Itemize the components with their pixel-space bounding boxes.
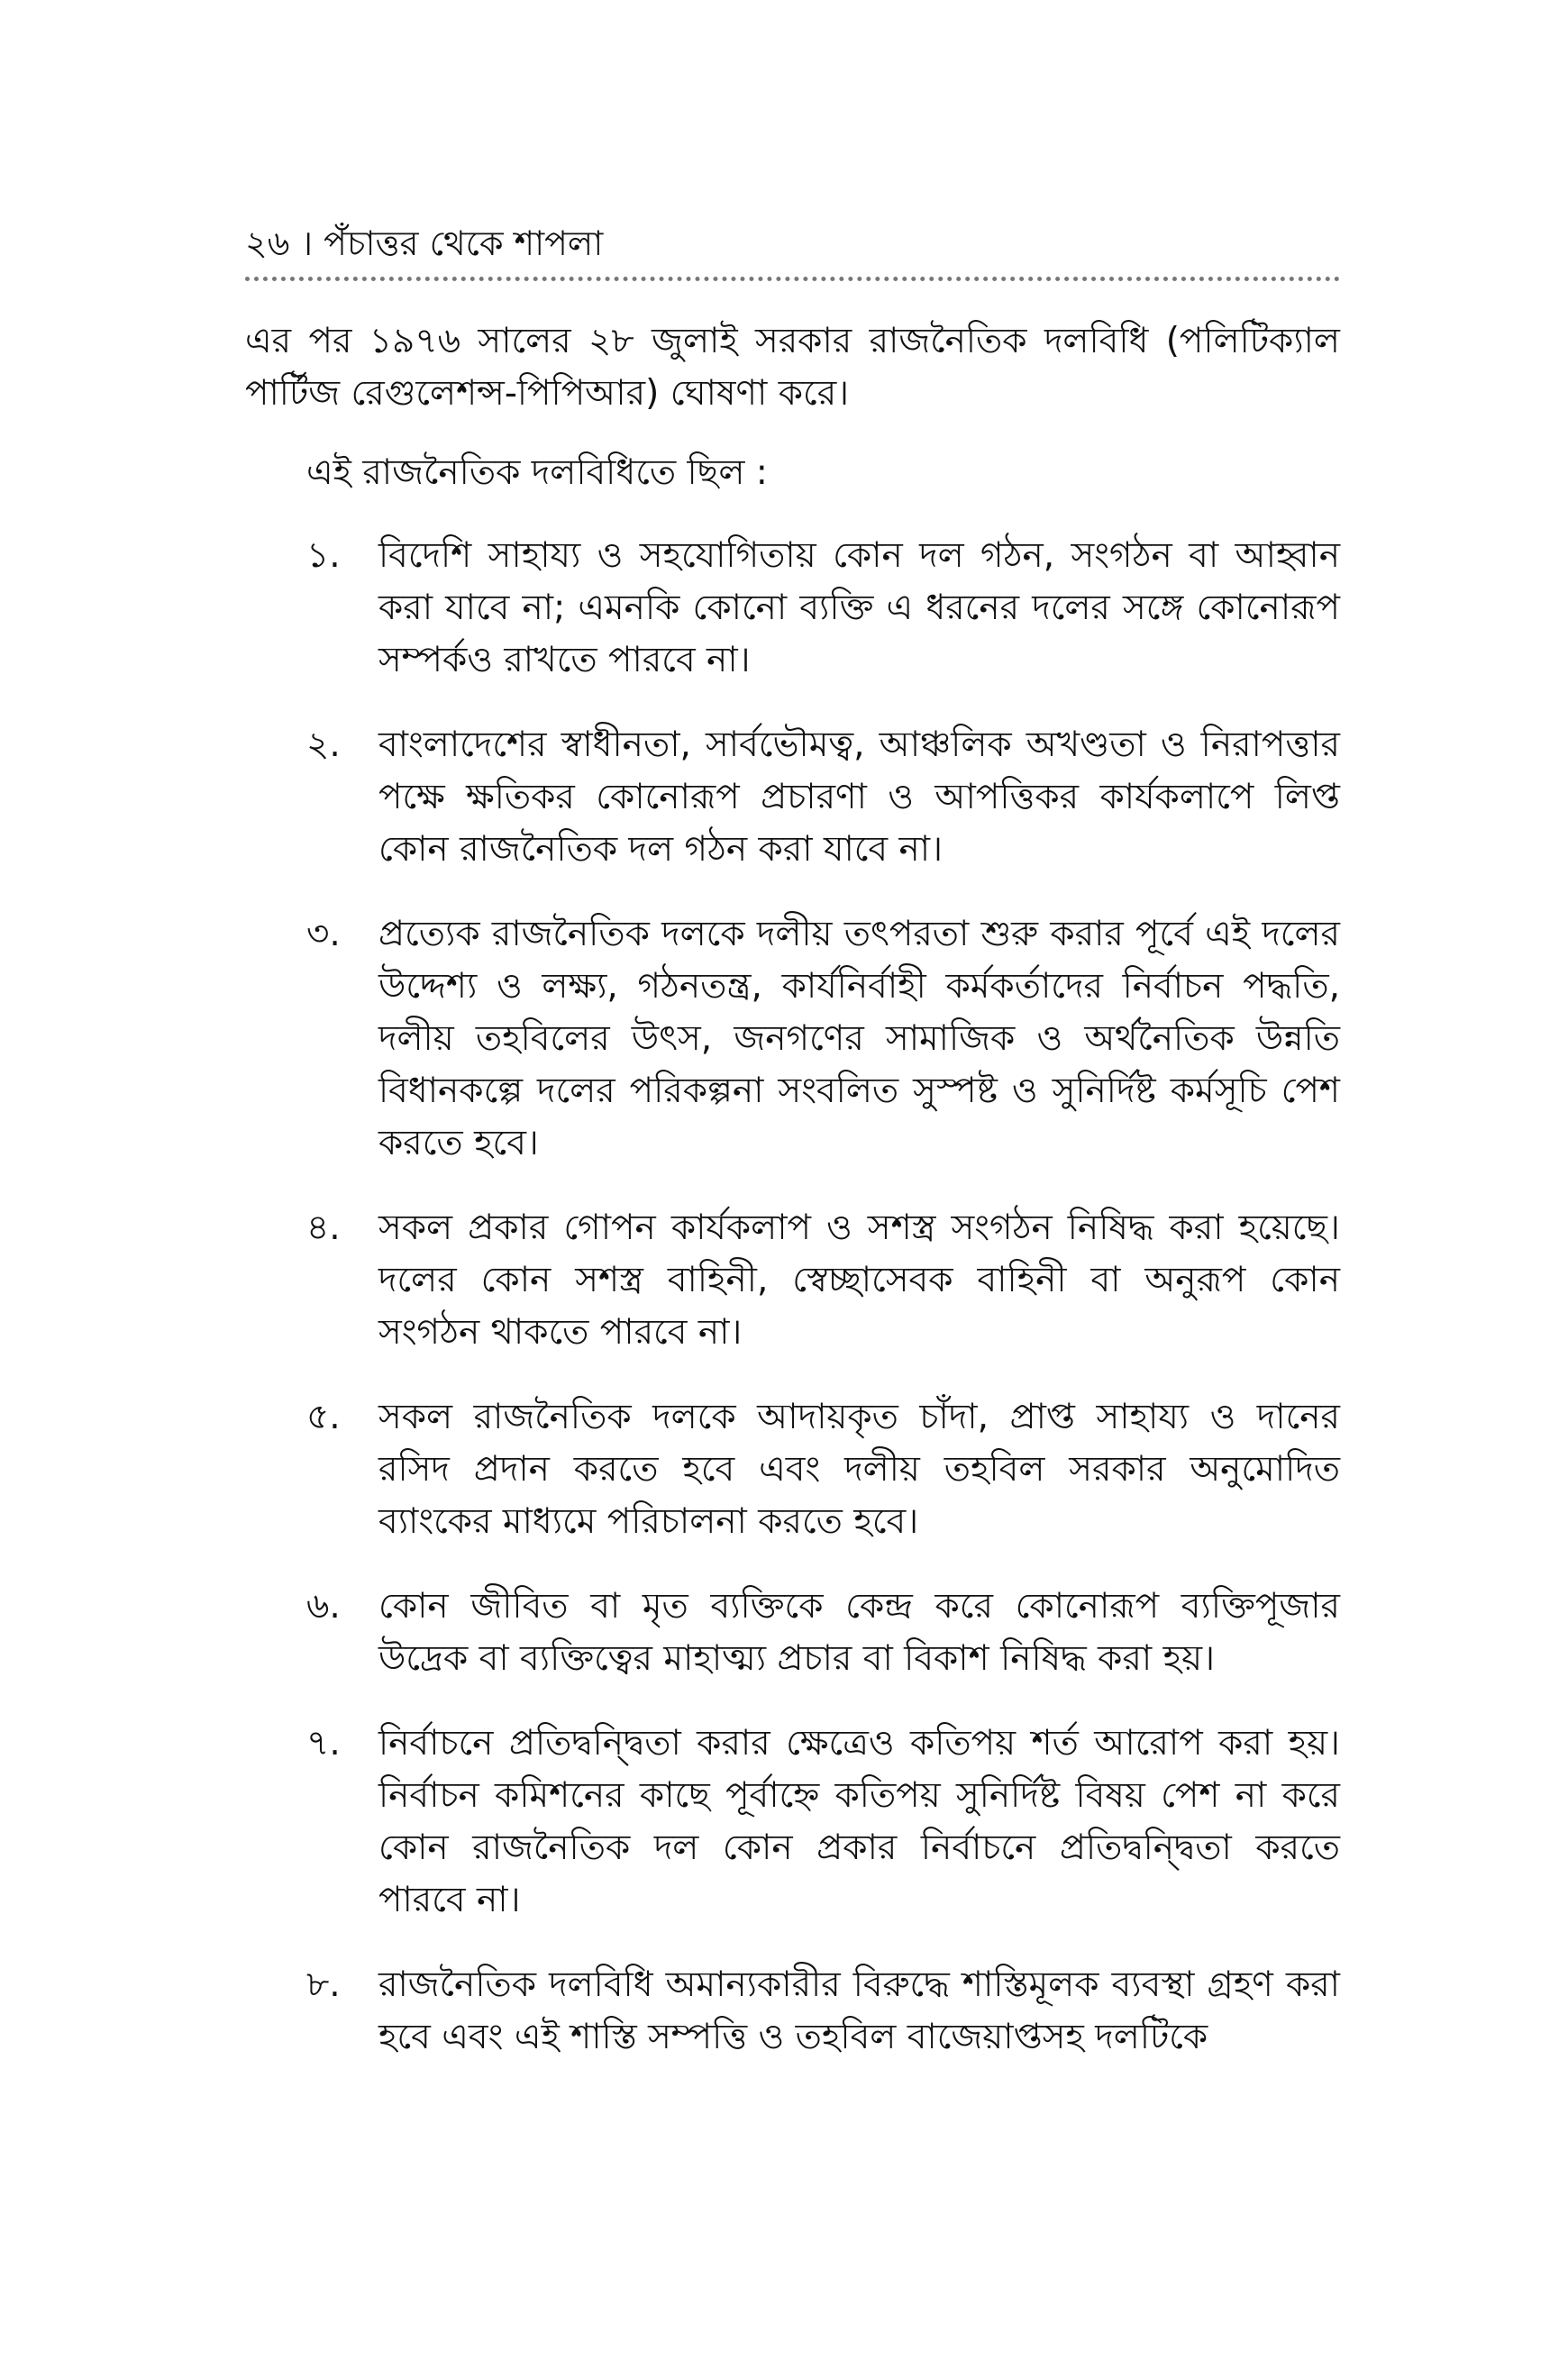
- list-item: [245, 1391, 1340, 1548]
- book-title: পঁচাত্তর থেকে শাপলা: [324, 223, 604, 263]
- item-number: ৭.: [306, 1723, 341, 1764]
- running-header: [245, 221, 1340, 273]
- item-number: ১.: [306, 535, 341, 576]
- item-text: বিদেশি সাহায্য ও সহযোগিতায় কোন দল গঠন, সংগঠন বা আহ্বান করা যাবে না; এমনকি কোনো ব্যক্তি এ ধরনের দলের সঙ্গে কোনোরূপ সম্পর্কও রাখতে পারবে না।: [378, 535, 1340, 680]
- item-number: ৮.: [306, 1964, 341, 2005]
- list-lead-in: এই রাজনৈতিক দলবিধিতে ছিল :: [306, 452, 768, 493]
- header-divider: [245, 277, 1340, 281]
- list-item: [245, 530, 1340, 687]
- item-number: ২.: [306, 725, 341, 765]
- book-page: [245, 221, 1340, 2096]
- item-text: বাংলাদেশের স্বাধীনতা, সার্বভৌমত্ব, আঞ্চলিক অখণ্ডতা ও নিরাপত্তার পক্ষে ক্ষতিকর কোনোরূপ প্রচারণা ও আপত্তিকর কার্যকলাপে লিপ্ত কোন রাজনৈতিক দল গঠন করা যাবে না।: [378, 725, 1340, 870]
- item-number: ৬.: [306, 1586, 341, 1627]
- list-item: [245, 719, 1340, 876]
- list-item: [245, 908, 1340, 1170]
- list-item: [245, 1959, 1340, 2064]
- item-number: ৫.: [306, 1397, 341, 1437]
- intro-paragraph: এর পর ১৯৭৬ সালের ২৮ জুলাই সরকার রাজনৈতিক দলবিধি (পলিটিক্যাল পার্টিজ রেগুলেশন্স-পিপিআর) ঘোষণা করে।: [245, 321, 1340, 414]
- item-text: কোন জীবিত বা মৃত ব্যক্তিকে কেন্দ্র করে কোনোরূপ ব্যক্তিপূজার উদ্রেক বা ব্যক্তিত্বের মাহাত্ম্য প্রচার বা বিকাশ নিষিদ্ধ করা হয়।: [378, 1586, 1340, 1679]
- item-text: নির্বাচনে প্রতিদ্বন্দ্বিতা করার ক্ষেত্রেও কতিপয় শর্ত আরোপ করা হয়। নির্বাচন কমিশনের কাছে পূর্বাহ্নে কতিপয় সুনির্দিষ্ট বিষয় পেশ না করে কোন রাজনৈতিক দল কোন প্রকার নির্বাচনে প্রতিদ্বন্দ্বিতা করতে পারবে না।: [378, 1723, 1340, 1920]
- item-number: ৪.: [306, 1208, 341, 1248]
- rules-list: [245, 530, 1340, 2064]
- page-number: ২৬: [245, 223, 290, 263]
- item-text: প্রত্যেক রাজনৈতিক দলকে দলীয় তৎপরতা শুরু করার পূর্বে এই দলের উদ্দেশ্য ও লক্ষ্য, গঠনতন্ত্র, কার্যনির্বাহী কর্মকর্তাদের নির্বাচন পদ্ধতি, দলীয় তহবিলের উৎস, জনগণের সামাজিক ও অর্থনৈতিক উন্নতি বিধানকল্পে দলের পরিকল্পনা সংবলিত সুস্পষ্ট ও সুনির্দিষ্ট কর্মসূচি পেশ করতে হবে।: [378, 914, 1340, 1163]
- header-separator: ।: [289, 223, 324, 263]
- list-item: [245, 1202, 1340, 1359]
- item-number: ৩.: [306, 914, 341, 954]
- item-text: সকল প্রকার গোপন কার্যকলাপ ও সশস্ত্র সংগঠন নিষিদ্ধ করা হয়েছে। দলের কোন সশস্ত্র বাহিনী, স্বেচ্ছাসেবক বাহিনী বা অনুরূপ কোন সংগঠন থাকতে পারবে না।: [378, 1208, 1340, 1353]
- list-item: [245, 1718, 1340, 1927]
- list-item: [245, 1581, 1340, 1685]
- item-text: রাজনৈতিক দলবিধি অমান্যকারীর বিরুদ্ধে শাস্তিমূলক ব্যবস্থা গ্রহণ করা হবে এবং এই শাস্তি সম্পত্তি ও তহবিল বাজেয়াপ্তসহ দলটিকে: [378, 1964, 1340, 2057]
- item-text: সকল রাজনৈতিক দলকে আদায়কৃত চাঁদা, প্রাপ্ত সাহায্য ও দানের রসিদ প্রদান করতে হবে এবং দলীয় তহবিল সরকার অনুমোদিত ব্যাংকের মাধ্যমে পরিচালনা করতে হবে।: [378, 1397, 1340, 1542]
